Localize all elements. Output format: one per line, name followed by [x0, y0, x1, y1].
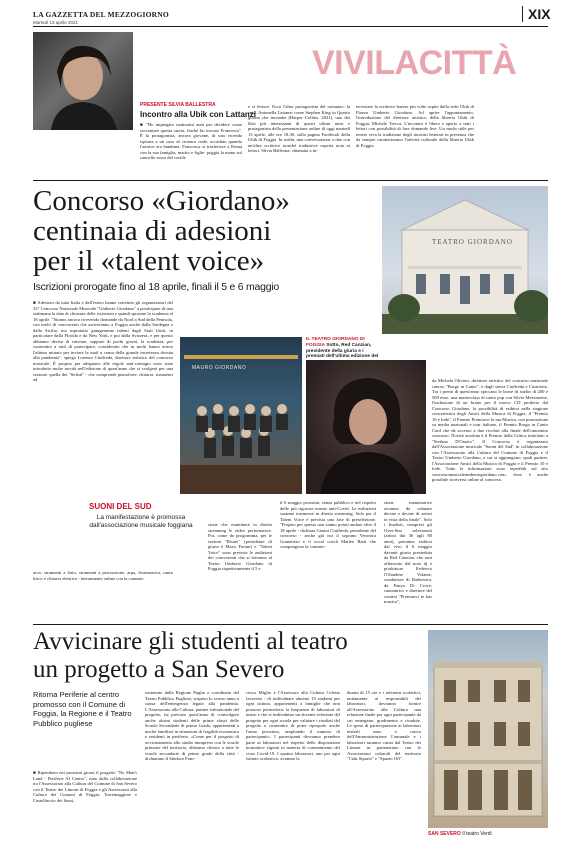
article2-headline-line1: Avvicinare gli studenti al teatro — [33, 628, 348, 655]
section-vivi: VIVI — [312, 44, 375, 82]
caption2-text: Il teatro Verdi — [462, 831, 492, 837]
caption-kicker: IL TEATRO GIORDANO DI FOGGIA — [306, 337, 365, 348]
article1-subhead: Iscrizioni prorogate fino al 18 aprile, finali il 5 e 6 maggio — [33, 281, 279, 293]
article2-headline-line2: un progetto a San Severo — [33, 656, 285, 683]
stage-photo — [180, 337, 302, 494]
article2-col-4: durata di 15 ore e i referenti scolastici, unitamente ai responsabili dei laboratori, dovranno fornire all'Assessorato alla Cultura una relazione finale per ogni partecipante da cui emergano: gradimento e ricadute. Le spese di partecipazione ai laboratori teatrali sono a carico dell'Amministrazione Comunale e i laboratori saranno curati dal Teatro dei Limoni in partenariato con le Associazioni culturali del territorio "Ciak Sipario" e "Spazio Off". — [347, 690, 421, 761]
verdi-facade — [428, 630, 548, 828]
article1-col-1b: arco, strumenti a fiato, strumenti a percussione, arpa, fisarmonica, canto lirico e chitarra elettrica - interamente online con la commis- — [33, 570, 173, 581]
article2-col-1: ■ Ripendono nei prossimi giorni il progetto "No Man's Land - Periferie Al Centro", nato dalla collaborazione tra l'Assessorato alla Cultura del Comune di San Severo con il Teatro dei Limoni di Foggia e gli Assessorati alla Cultura dei Comuni di Foggia, Torremaggiore e Castelluccio dei Sauri, — [33, 770, 137, 803]
stage-banner: MAURO GIORDANO — [192, 365, 247, 371]
intro-col-2: e si ferisce. Ecco l'altra protagonista del romanzo: la casa. Antonella Lattanzi come Stephen King in Questo giorno che incombe (Harper Collins, 2021), uno dei libri più interessanti di questi ultimi mesi e protagonista della presentazione online di oggi martedì 13 aprile, alle ore 18.30, sulla pagina Facebook della Ubik di Foggia. In realtà, una conversazione a due con un'altra scrittrice nonché traduttrice esperta nota ai lettori, Silvia Ballestra, chiamata a in- — [248, 104, 350, 153]
pull-quote-title: SUONI DEL SUD — [89, 502, 152, 511]
caption2-kicker: SAN SEVERO — [428, 831, 461, 837]
intro-title: Incontro alla Ubik con Lattanzi — [140, 110, 257, 119]
author-portrait — [33, 32, 133, 130]
article1-bottom-rule — [33, 624, 548, 625]
pull-quote-text: La manifestazione è promossa dall'associazione musicale foggiana — [89, 514, 193, 529]
article1-col-5: da Michela Olivieri, direttore artistico del concorso nazionale canoro "Borgo in Canto", e dagli stessi Ciuffreda e Castriotta. Tra i premi di quest'anno spiccano le borse di studio di 200 e 500 euro, una masterclass di canto pop con Silvia Mezzanotte, l'inclusione di un brano per il nuovo CD prodotto dal Concorso Giordano, la possibilità di esibirsi nella stagione concertistica degli Amici della Musica di Foggia, il "Premio 10 e lode", il Premio Promuovi la tua Musica, con promozione su media nazionali e tour italiano, il Premio Borgo in Canto Card che dà accesso a due rivoluti alla finale dell'omonimo concorso. Novità assoluta è il Premio della Critica intitolato a "Stefano D'Orazio". Il Concorso è organizzato dall'Associazione musicale "Suoni del Sud" in collaborazione con l'Assessorato alla Cultura del Comune di Foggia e il Teatro Umberto Giordano, a cui si aggiungono, quali partner, l'Associazione Amici della Musica di Foggia e il Premio 10 e lode. Tutte le informazioni sono reperibili sul sito concorsomusicaleumbertogiordano.com, dove è anche possibile iscriversi online al concorso. — [432, 378, 548, 482]
article1-headline-line3: per il «talent voice» — [33, 245, 265, 277]
intro-kicker: PRESENTE SILVIA BALLESTRA — [140, 102, 216, 108]
article1-headline-line1: Concorso «Giordano» — [33, 185, 290, 217]
article1-pull-quote — [81, 500, 201, 548]
article1-col-4: sione esaminatrice avranno da valutare decine e decine di artisti in vista della finale". Solo i finalisti, compresi gli Over-Star selezionati (artisti dai 36 agli 80 anni), potranno esibirsi dal vivo il 6 maggio davanti giuria presieduta da Red Canzian, che sarà affiancato dal noto dj e produttore Federico l'Olandese Volante, conduttore di Radiovera, da Fanya Di Croce, cantautrice e direttore del contest "Promuovi te has musica", — [384, 500, 432, 604]
article1-col-3: il 6 maggio prossimi, senza pubblico e nel rispetto delle più rigorose norme anti-Covid. Le esibizioni saranno trasmesse in diretta streaming. Solo per il Talent Voice è prevista una fase di preselezione. "Proprio per questo non siamo potuti andare oltre il 18 aprile - dichiara Gianni Ciuffreda, presidente del concorso - anche già noi il soprano Veronica Granatiero e il vocal coach Matteo Ratti che compongono la commis- — [280, 500, 376, 549]
article2-deck: Ritorna Periferie al centro promosso con il Comune di Foggia, la Regione e il Teatro Pubblico pugliese — [33, 690, 132, 728]
article2-col-3: cesco Miglio e l'Assessore alla Cultura Celeste Iacovino - di individuare almeno 10 studenti per ogni istituto, appartenenti a famiglie che non possono permettersi la frequenza di laboratori di teatro e che si individuino un docente referente del progetto per ogni scuola per valutare i risultati del progetto e consentire di poter ripropolo anche l'anno prossimo, ampliando il numero di partecipanti». I partecipanti dovranno prendere parte ai laboratori nel rispetto delle disposizioni normative vigenti in materia di contenimento del virus Covid-19. I quattro laboratori, uno per ogni istituto scolastico, avranno la — [246, 690, 340, 761]
page-number: XIX — [522, 6, 551, 22]
intro-col-3: tervistare la scrittrice barese più volte ospite della sede Ubik di Piazza Umberto Giordano. Ad aprire l'appuntamento, l'introduzione del direttore artistico della libreria Ubik di Foggia, Michele Trecca. L'incontro è libero e aperto a tutti i lettori con possibilità di fare domande live. Un modo utile per tenere viva la tradizione degli incontri letterari in presenza che da sempre caratterizzano l'attività culturale della libreria Ubik di Foggia. — [356, 104, 474, 148]
masthead-rule — [33, 26, 548, 27]
article2-col-2: sostenuto dalla Regione Puglia e coordinato dal Teatro Pubblico Pugliese, sospeso lo scorso anno a causa dell'emergenza legata alla pandemia. L'Assessorato alla Cultura, partner istituzionale del progetto, ha previsto quest'anno di coinvolgere anche alcuni studenti delle prime classi delle Scuole Secondarie di primo Grado, appartenenti a nuclei familiari in situazioni di fragilità economica e residenti in periferia. «Come per il progetto di avvicinamento allo studio intrapreso con le scuole primarie del territorio, abbiamo chiesto a tutte le scuole secondarie di primo grado della città - dichiarano il Sindaco Fran- — [145, 690, 239, 761]
article1-headline — [33, 186, 393, 276]
issue-date: Martedì 13 aprile 2021 — [33, 20, 79, 25]
intro-bottom-rule — [33, 180, 548, 181]
theater-photo — [382, 186, 548, 334]
theater-facade — [382, 186, 548, 334]
section-la: LA — [374, 44, 419, 82]
paper-name: LA GAZZETTA DEL MEZZOGIORNO — [33, 10, 169, 19]
article1-headline-line2: centinaia di adesioni — [33, 215, 272, 247]
article2-headline — [33, 628, 423, 684]
portrait-figure — [33, 32, 133, 130]
caption-text: Sotto, Red Canzian, presidente della giuria e i premiati dell'ultima edizione del — [306, 342, 379, 360]
intro-col-1: ■ "Ho impiegato tantissimi anni per decidere come raccontare questa storia, finché ho trovato Francesca". È la protagonista, ancora giovane, di una vicenda ispirata a un caso di cronaca reale, accaduto quando l'autrice era bambina. Francesca si trasferisce a Roma con la sua famiglia, marito e figlie: poggia la mano sul cancello rosso del cortile — [140, 122, 242, 160]
section-banner — [312, 46, 516, 80]
canzian-figure — [306, 360, 426, 494]
section-citta: CITTÀ — [418, 44, 517, 82]
article1-col-1: ■ Adesioni da tutta Italia e dall'estero hanno convinto gli organizzatori del 33° Concorso Nazionale Musicale "Umberto Giordano" a posticipare di una settimana la data di chiusura delle iscrizioni e quindi spostare la scadenza al 18 aprile. "Stiamo ancora ricevendo domande da Nord a Sud della Penisola, con molti di concorrenti che arriveranno a Foggia anche dalla Sardegna e dalla Sicilia, ma sopratutto giungeranno talenti dagli Stati Uniti, in particolare dalla Florida e da New York, e poi dalla Svizzera, e per questo abbiamo deciso di rinviare, seppure di pochi giorni, la scadenza, per consentire a tutti di partecipare, considerato che in molti hanno atteso l'ultimo minuto per inviare la mail a causa della grande incertezza dovuta alla pandemia", spiega Lorenzo Ciuffreda, direttore artistico del concorso musicale. È proprio per adeguarsi alle regole anti-contagio sono state introdotte molte novità nell'edizione di quest'anno che si svolgerà per una sezione, quella dei "Solisti" - che comprende pianoforte, chitarra, strumenti ad — [33, 300, 173, 382]
article1-col-2: sione che esaminerà in diretta streaming le video performance. Poi, come da programma, per le sezioni "Bruno" (presidente di giuria è Maxx Furian) e "Talent Voice" sono previste le audizioni dei concorrenti che si terranno al Teatro Umberto Giordano di Foggia rispettivamente il 5 e — [208, 522, 272, 571]
canzian-photo — [306, 360, 426, 494]
article2-photo-caption — [428, 831, 548, 837]
stage-group — [180, 337, 302, 494]
theater-sign: TEATRO GIORDANO — [432, 238, 513, 246]
san-severo-photo — [428, 630, 548, 828]
